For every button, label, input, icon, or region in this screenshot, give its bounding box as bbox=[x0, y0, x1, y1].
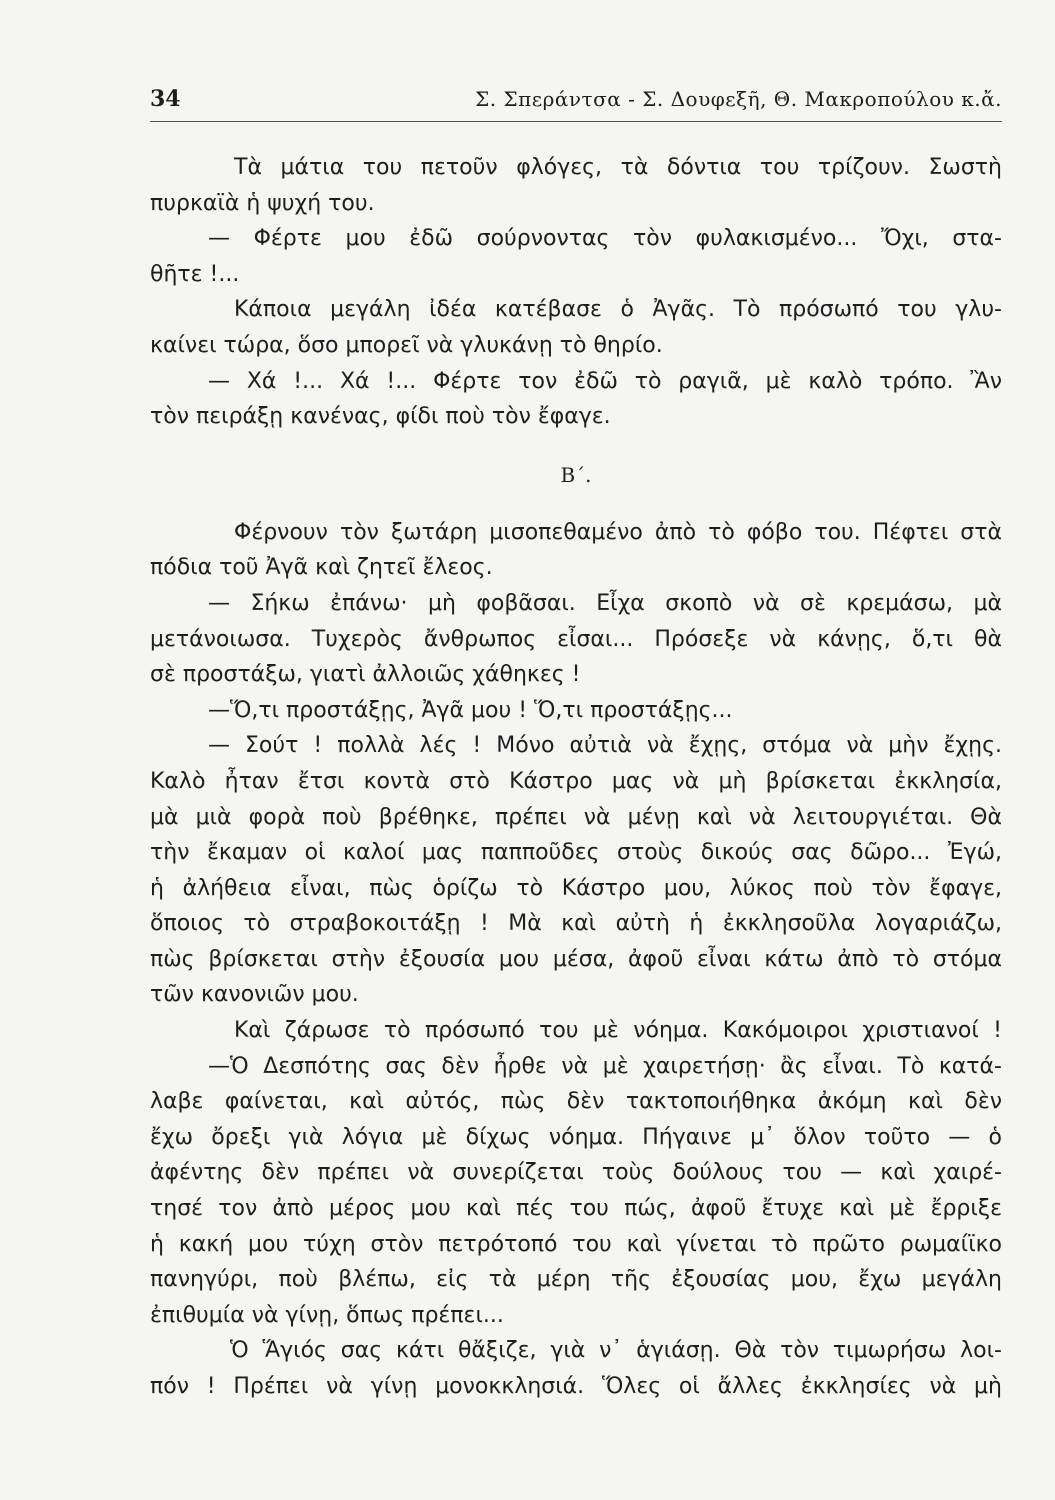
text-line: Φέρνουν τὸν ξωτάρη μισοπεθαμένο ἀπὸ τὸ φόβο του. Πέφτει στὰ bbox=[234, 519, 1002, 545]
text-line: λαβε φαίνεται, καὶ αὐτός, πὼς δὲν τακτοποιήθηκα ἀκόμη καὶ δὲν bbox=[150, 1089, 1002, 1115]
text-line: τὴν ἔκαμαν οἱ καλοί μας παπποῦδες στοὺς δικούς σας δῶρο... Ἐγώ, bbox=[150, 840, 1002, 866]
header-rule bbox=[150, 121, 1002, 122]
text-line: καίνει τώρα, ὅσο μπορεῖ νὰ γλυκάνῃ τὸ θηρίο. bbox=[150, 332, 663, 358]
text-line: — Σούτ ! πολλὰ λές ! Μόνο αὐτιὰ νὰ ἔχῃς, στόμα νὰ μὴν ἔχῃς. bbox=[208, 733, 1002, 759]
text-line: τησέ τον ἀπὸ μέρος μου καὶ πές του πώς, ἀφοῦ ἔτυχε καὶ μὲ ἔρριξε bbox=[150, 1196, 1002, 1222]
text-line: ἡ κακή μου τύχη στὸν πετρότοπό του καὶ γίνεται τὸ πρῶτο ρωμαίϊκο bbox=[150, 1231, 1002, 1257]
text-line: σὲ προστάξω, γιατὶ ἀλλοιῶς χάθηκες ! bbox=[150, 662, 581, 688]
text-line: θῆτε !... bbox=[150, 261, 240, 287]
section-gap bbox=[150, 435, 1002, 455]
body-text bbox=[150, 150, 1002, 1405]
text-line: Καλὸ ἦταν ἔτσι κοντὰ στὸ Κάστρο μας νὰ μὴ βρίσκεται ἐκκλησία, bbox=[150, 768, 1002, 794]
text-line: ἀφέντης δὲν πρέπει νὰ συνερίζεται τοὺς δούλους του — καὶ χαιρέ- bbox=[150, 1160, 1002, 1186]
text-line: — Χά !... Χά !... Φέρτε τον ἐδῶ τὸ ραγιᾶ, μὲ καλὸ τρόπο. Ἂν bbox=[208, 368, 1002, 394]
text-line: Ὁ Ἅγιός σας κάτι θἄξιζε, γιὰ ν᾿ ἁγιάσῃ. Θὰ τὸν τιμωρήσω λοι- bbox=[230, 1338, 1002, 1364]
text-line: — Φέρτε μου ἐδῶ σούρνοντας τὸν φυλακισμένο... Ὄχι, στα- bbox=[208, 226, 1002, 252]
running-head: Σ. Σπεράντσα - Σ. Δουφεξῆ, Θ. Μακροπούλου κ.ἄ. bbox=[475, 87, 1002, 111]
text-line: μετάνοιωσα. Τυχερὸς ἄνθρωπος εἶσαι... Πρόσεξε νὰ κάνῃς, ὅ,τι θὰ bbox=[150, 626, 1002, 652]
text-line: — Σήκω ἐπάνω· μὴ φοβᾶσαι. Εἶχα σκοπὸ νὰ σὲ κρεμάσω, μὰ bbox=[208, 590, 1002, 616]
text-line: Κάποια μεγάλη ἰδέα κατέβασε ὁ Ἀγᾶς. Τὸ πρόσωπό του γλυ- bbox=[234, 297, 1002, 323]
text-line: πυρκαϊὰ ἡ ψυχή του. bbox=[150, 190, 375, 216]
section-heading: Β΄. bbox=[560, 462, 592, 487]
text-line: τὸν πειράξῃ κανένας, φίδι ποὺ τὸν ἔφαγε. bbox=[150, 404, 611, 430]
section-gap bbox=[150, 495, 1002, 515]
text-line: —Ὁ Δεσπότης σας δὲν ἦρθε νὰ μὲ χαιρετήσῃ· ἂς εἶναι. Τὸ κατά- bbox=[208, 1053, 1002, 1079]
page-number: 34 bbox=[150, 86, 181, 112]
text-line: πόδια τοῦ Ἀγᾶ καὶ ζητεῖ ἔλεος. bbox=[150, 555, 493, 581]
text-line: —Ὅ,τι προστάξῃς, Ἀγᾶ μου ! Ὅ,τι προστάξῃς... bbox=[208, 697, 733, 723]
text-line: ἐπιθυμία νὰ γίνῃ, ὅπως πρέπει... bbox=[150, 1302, 504, 1328]
text-line: Τὰ μάτια του πετοῦν φλόγες, τὰ δόντια του τρίζουν. Σωστὴ bbox=[234, 155, 1002, 180]
text-line: ἔχω ὄρεξι γιὰ λόγια μὲ δίχως νόημα. Πήγαινε μ᾿ ὅλον τοῦτο — ὁ bbox=[150, 1124, 1002, 1150]
page-header bbox=[150, 84, 1002, 118]
text-line: μὰ μιὰ φορὰ ποὺ βρέθηκε, πρέπει νὰ μένῃ καὶ νὰ λειτουργιέται. Θὰ bbox=[150, 804, 1002, 830]
text-line: Καὶ ζάρωσε τὸ πρόσωπό του μὲ νόημα. Κακόμοιροι χριστιανοί ! bbox=[234, 1018, 1002, 1044]
text-line: πὼς βρίσκεται στὴν ἐξουσία μου μέσα, ἀφοῦ εἶναι κάτω ἀπὸ τὸ στόμα bbox=[150, 946, 1002, 972]
text-line: τῶν κανονιῶν μου. bbox=[150, 982, 359, 1008]
text-line: πόν ! Πρέπει νὰ γίνῃ μονοκκλησιά. Ὅλες οἱ ἄλλες ἐκκλησίες νὰ μὴ bbox=[150, 1374, 1002, 1399]
text-line: ἡ ἀλήθεια εἶναι, πὼς ὁρίζω τὸ Κάστρο μου, λύκος ποὺ τὸν ἔφαγε, bbox=[150, 875, 1002, 901]
text-line: ὅποιος τὸ στραβοκοιτάξῃ ! Μὰ καὶ αὐτὴ ἡ ἐκκλησοῦλα λογαριάζω, bbox=[150, 911, 1002, 937]
text-line: πανηγύρι, ποὺ βλέπω, εἰς τὰ μέρη τῆς ἐξουσίας μου, ἔχω μεγάλη bbox=[150, 1267, 1002, 1293]
